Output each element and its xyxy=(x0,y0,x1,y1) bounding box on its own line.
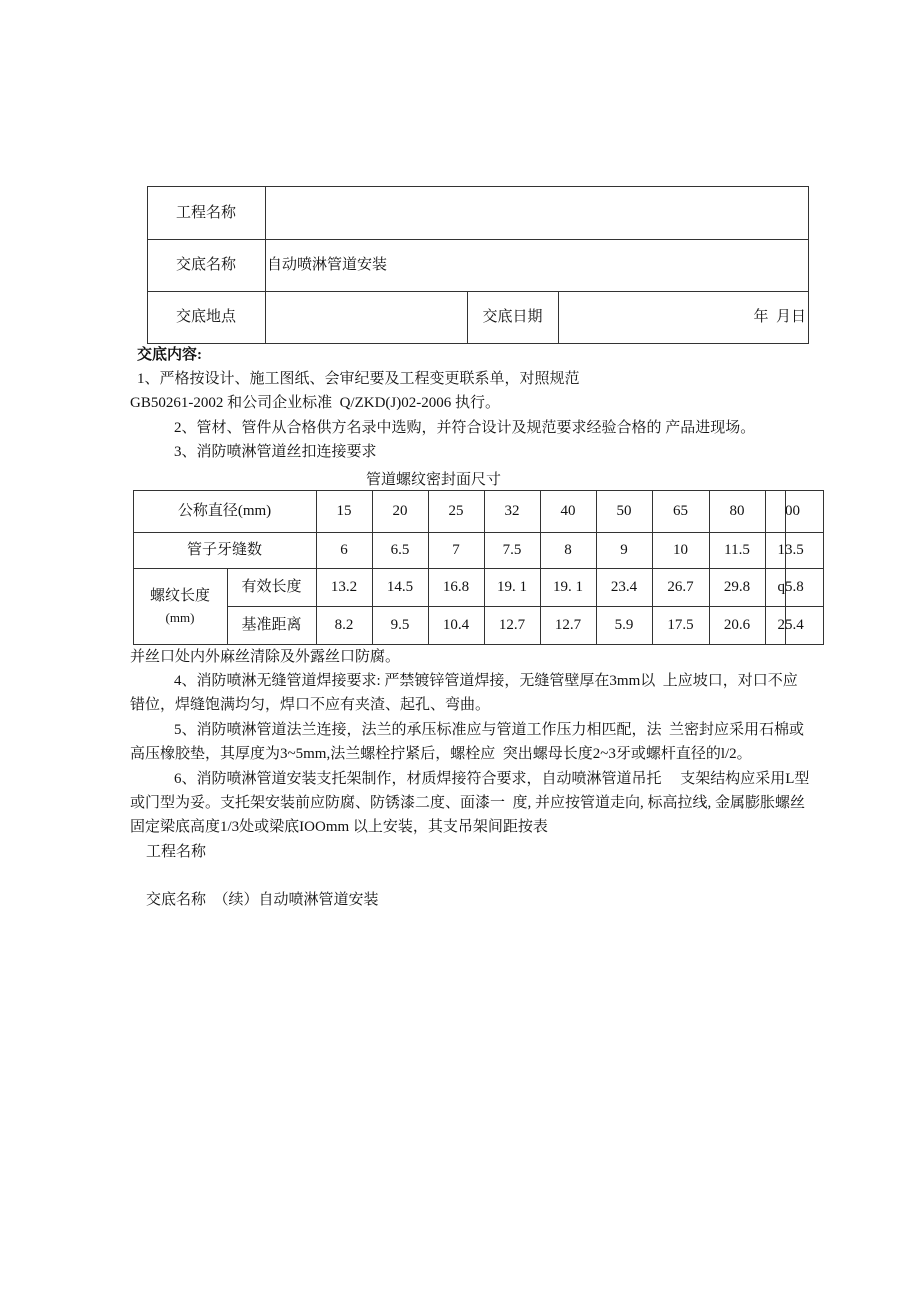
threads-cell: 10 xyxy=(673,542,688,558)
paragraph-6a: 6、消防喷淋管道安装支托架制作，材质焊接符合要求，自动喷淋管道吊托 支架结构应采用L型 xyxy=(174,771,810,787)
reference-cell: 5.9 xyxy=(614,617,634,633)
paragraph-1b: GB50261-2002 和公司企业标准 Q/ZKD(J)02-2006 执行。 xyxy=(130,395,500,411)
reference-label: 基准距离 xyxy=(241,617,302,633)
effective-cell: 19. 1 xyxy=(553,579,583,595)
threads-cell: 6 xyxy=(340,542,348,558)
reference-cell: 2 xyxy=(777,617,785,633)
threads-cell: 8 xyxy=(564,542,572,558)
diameter-cell: 32 xyxy=(504,503,520,519)
threads-cell: 1 xyxy=(777,542,785,558)
paragraph-5a: 5、消防喷淋管道法兰连接，法兰的承压标准应与管道工作压力相匹配，法 兰密封应采用石棉或 xyxy=(174,722,805,738)
paragraph-4b: 错位，焊缝饱满均匀，焊口不应有夹渣、起孔、弯曲。 xyxy=(130,697,491,713)
table-caption: 管道螺纹密封面尺寸 xyxy=(366,472,502,488)
threads-cell: 9 xyxy=(620,542,628,558)
diameter-label: 公称直径(mm) xyxy=(177,503,272,519)
paragraph-6c: 固定梁底高度1/3处或梁底IOOmm 以上安装，其支吊架间距按表 xyxy=(130,819,548,835)
reference-cell: 8.2 xyxy=(334,617,354,633)
paragraph-2: 2、管材、管件从合格供方名录中选购，并符合设计及规范要求经验合格的 产品进现场。 xyxy=(174,420,756,436)
reference-cell: 9.5 xyxy=(390,617,410,633)
reference-cell: 20.6 xyxy=(723,617,751,633)
date-label: 交底日期 xyxy=(482,309,543,325)
diameter-cell: 20 xyxy=(392,503,408,519)
effective-cell: 29.8 xyxy=(723,579,751,595)
effective-cell: 16.8 xyxy=(442,579,470,595)
date-value: 年 月日 xyxy=(753,309,806,325)
content-heading: 交底内容: xyxy=(137,347,202,363)
length-unit-label: (mm) xyxy=(165,610,195,625)
reference-cell: 12.7 xyxy=(498,617,526,633)
footer-project-name: 工程名称 xyxy=(146,844,207,860)
paragraph-5b: 高压橡胶垫，其厚度为3~5mm,法兰螺栓拧紧后，螺栓应 突出螺母长度2~3牙或螺杆直径的l/2。 xyxy=(130,746,752,762)
reference-cell: 17.5 xyxy=(667,617,694,633)
threads-cell: 11.5 xyxy=(724,542,750,558)
effective-cell: 13.2 xyxy=(330,579,358,595)
effective-cell: 19. 1 xyxy=(497,579,527,595)
effective-cell: 26.7 xyxy=(667,579,694,595)
footer-briefing-name: 交底名称 （续）自动喷淋管道安装 xyxy=(146,892,379,908)
length-group-label: 螺纹长度 xyxy=(149,588,210,604)
threads-cell: 6.5 xyxy=(390,542,410,558)
reference-cell: 10.4 xyxy=(442,617,470,633)
paragraph-1a: 1、严格按设计、施工图纸、会审纪要及工程变更联系单，对照规范 xyxy=(137,371,580,387)
paragraph-6b: 或门型为妥。支托架安装前应防腐、防锈漆二度、面漆一 度, 并应按管道走向, 标高拉线, 金属膨胀螺丝 xyxy=(130,795,806,811)
briefing-name-label: 交底名称 xyxy=(175,257,236,273)
effective-cell: 23.4 xyxy=(610,579,638,595)
diameter-cell: 65 xyxy=(673,503,688,519)
effective-cell: 5.8 xyxy=(785,579,804,595)
threads-cell: 7.5 xyxy=(502,542,522,558)
diameter-cell: 00 xyxy=(785,503,800,519)
diameter-cell: 50 xyxy=(616,503,632,519)
diameter-cell: 80 xyxy=(729,503,745,519)
briefing-name-value: 自动喷淋管道安装 xyxy=(267,257,388,273)
diameter-cell: 15 xyxy=(336,503,352,519)
diameter-cell: 40 xyxy=(560,503,576,519)
paragraph-4a: 4、消防喷淋无缝管道焊接要求: 严禁镀锌管道焊接，无缝管壁厚在3mm以 上应坡口，对口不应 xyxy=(174,673,798,689)
threads-label: 管子牙缝数 xyxy=(186,542,262,558)
threads-cell: 7 xyxy=(452,542,460,558)
project-name-label: 工程名称 xyxy=(175,205,236,221)
location-label: 交底地点 xyxy=(175,309,236,325)
effective-cell: q xyxy=(777,579,785,595)
effective-cell: 14.5 xyxy=(386,579,414,595)
paragraph-3: 3、消防喷淋管道丝扣连接要求 xyxy=(174,444,377,460)
diameter-cell: 25 xyxy=(448,503,464,519)
reference-cell: 5.4 xyxy=(785,617,804,633)
reference-cell: 12.7 xyxy=(554,617,582,633)
threads-cell: 3.5 xyxy=(785,542,804,558)
after-table-text: 并丝口处内外麻丝清除及外露丝口防腐。 xyxy=(130,649,401,665)
effective-label: 有效长度 xyxy=(241,579,302,595)
